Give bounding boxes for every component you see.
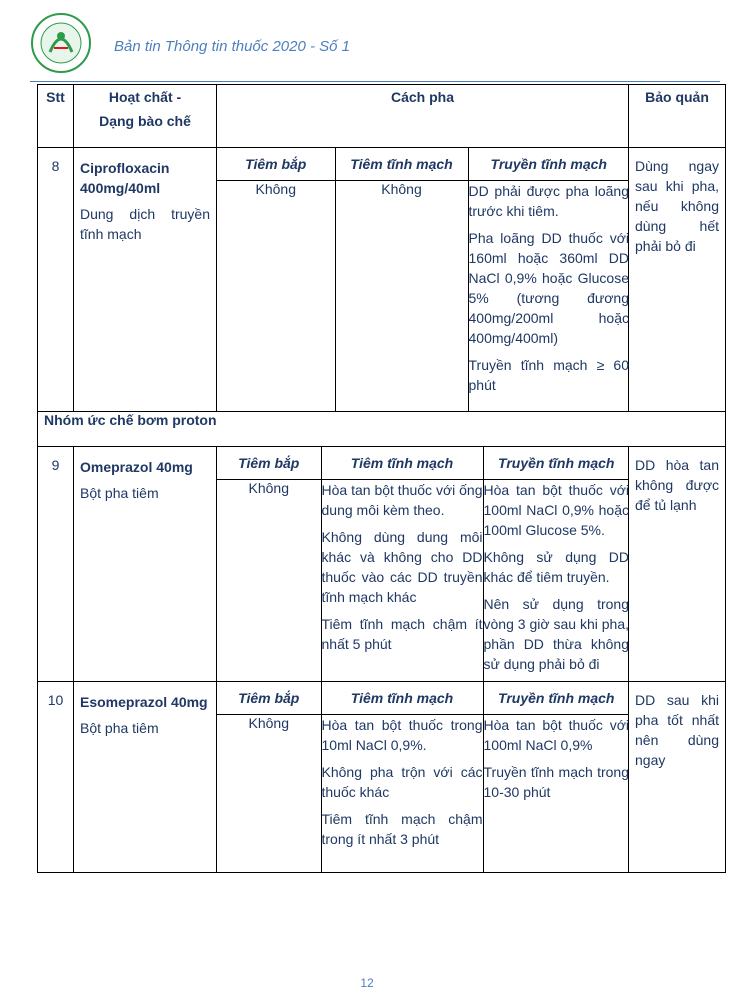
drug-form: Bột pha tiêm [80, 484, 159, 501]
drug-cell [74, 681, 217, 873]
infusion-value: DD phải được pha loãng trước khi tiêm. Pha loãng DD thuốc với 160ml hoặc 360ml DD NaCl 0,9% hoặc Glucose 5% (tương đương 400mg/200ml hoặc 400mg/400ml) Truyền tĩnh mạch ≥ 60 phút [468, 181, 629, 411]
table-row [38, 446, 726, 681]
group-row [38, 411, 726, 446]
sub-header-iv: Tiêm tĩnh mạch [321, 682, 483, 715]
drug-name: Omeprazol 40mg [80, 458, 193, 475]
sub-header-infusion: Truyền tĩnh mạch [483, 682, 629, 715]
sub-header-infusion: Truyền tĩnh mạch [483, 447, 629, 480]
drug-name: Ciprofloxacin 400mg/40ml [80, 160, 170, 196]
bulletin-title: Bản tin Thông tin thuốc 2020 - Số 1 [114, 38, 350, 55]
sub-header-iv: Tiêm tĩnh mạch [321, 447, 483, 480]
storage-cell: DD hòa tan không được để tủ lạnh [629, 446, 726, 681]
page-number: 12 [360, 976, 374, 990]
infusion-value: Hòa tan bột thuốc với 100ml NaCl 0,9% Truyền tĩnh mạch trong 10-30 phút [483, 714, 629, 872]
table-row [38, 148, 726, 412]
drug-cell [74, 446, 217, 681]
page-header [30, 12, 720, 76]
im-value: Không [217, 714, 321, 872]
sub-header-im: Tiêm bắp [217, 447, 321, 480]
drug-form: Dung dịch truyền tĩnh mạch [80, 206, 210, 242]
method-cell [217, 148, 629, 412]
drug-table [37, 84, 726, 873]
col-stt: Stt [38, 85, 74, 148]
row-stt: 9 [38, 446, 74, 681]
method-cell [217, 681, 629, 873]
drug-name: Esomeprazol 40mg [80, 693, 208, 710]
col-storage: Bảo quản [629, 85, 726, 148]
table-header-row [38, 85, 726, 148]
iv-value: Không [335, 181, 468, 411]
im-value: Không [217, 181, 335, 411]
col-method: Cách pha [217, 85, 629, 148]
iv-value: Hòa tan bột thuốc trong 10ml NaCl 0,9%. Không pha trộn với các thuốc khác Tiêm tĩnh mạch chậm trong ít nhất 3 phút [321, 714, 483, 872]
drug-cell [74, 148, 217, 412]
header-divider [30, 81, 720, 82]
col-drug: Hoạt chất - Dạng bào chế [74, 85, 217, 148]
method-cell [217, 446, 629, 681]
infusion-value: Hòa tan bột thuốc với 100ml NaCl 0,9% hoặc 100ml Glucose 5%. Không sử dụng DD khác để tiêm truyền. Nên sử dụng trong vòng 3 giờ sau khi pha, phần DD thừa không sử dụng phải bỏ đi [483, 479, 629, 681]
im-value: Không [217, 479, 321, 681]
row-stt: 10 [38, 681, 74, 873]
hospital-logo-icon [30, 12, 92, 74]
group-label: Nhóm ức chế bơm proton [38, 411, 726, 446]
sub-header-iv: Tiêm tĩnh mạch [335, 148, 468, 181]
sub-header-im: Tiêm bắp [217, 682, 321, 715]
sub-header-im: Tiêm bắp [217, 148, 335, 181]
iv-value: Hòa tan bột thuốc với ống dung môi kèm theo. Không dùng dung môi khác và không cho DD thuốc vào các DD truyền tĩnh mạch khác Tiêm tĩnh mạch chậm ít nhất 5 phút [321, 479, 483, 681]
table-row [38, 681, 726, 873]
row-stt: 8 [38, 148, 74, 412]
storage-cell: Dùng ngay sau khi pha, nếu không dùng hết phải bỏ đi [629, 148, 726, 412]
sub-header-infusion: Truyền tĩnh mạch [468, 148, 629, 181]
storage-cell: DD sau khi pha tốt nhất nên dùng ngay [629, 681, 726, 873]
drug-form: Bột pha tiêm [80, 719, 159, 736]
